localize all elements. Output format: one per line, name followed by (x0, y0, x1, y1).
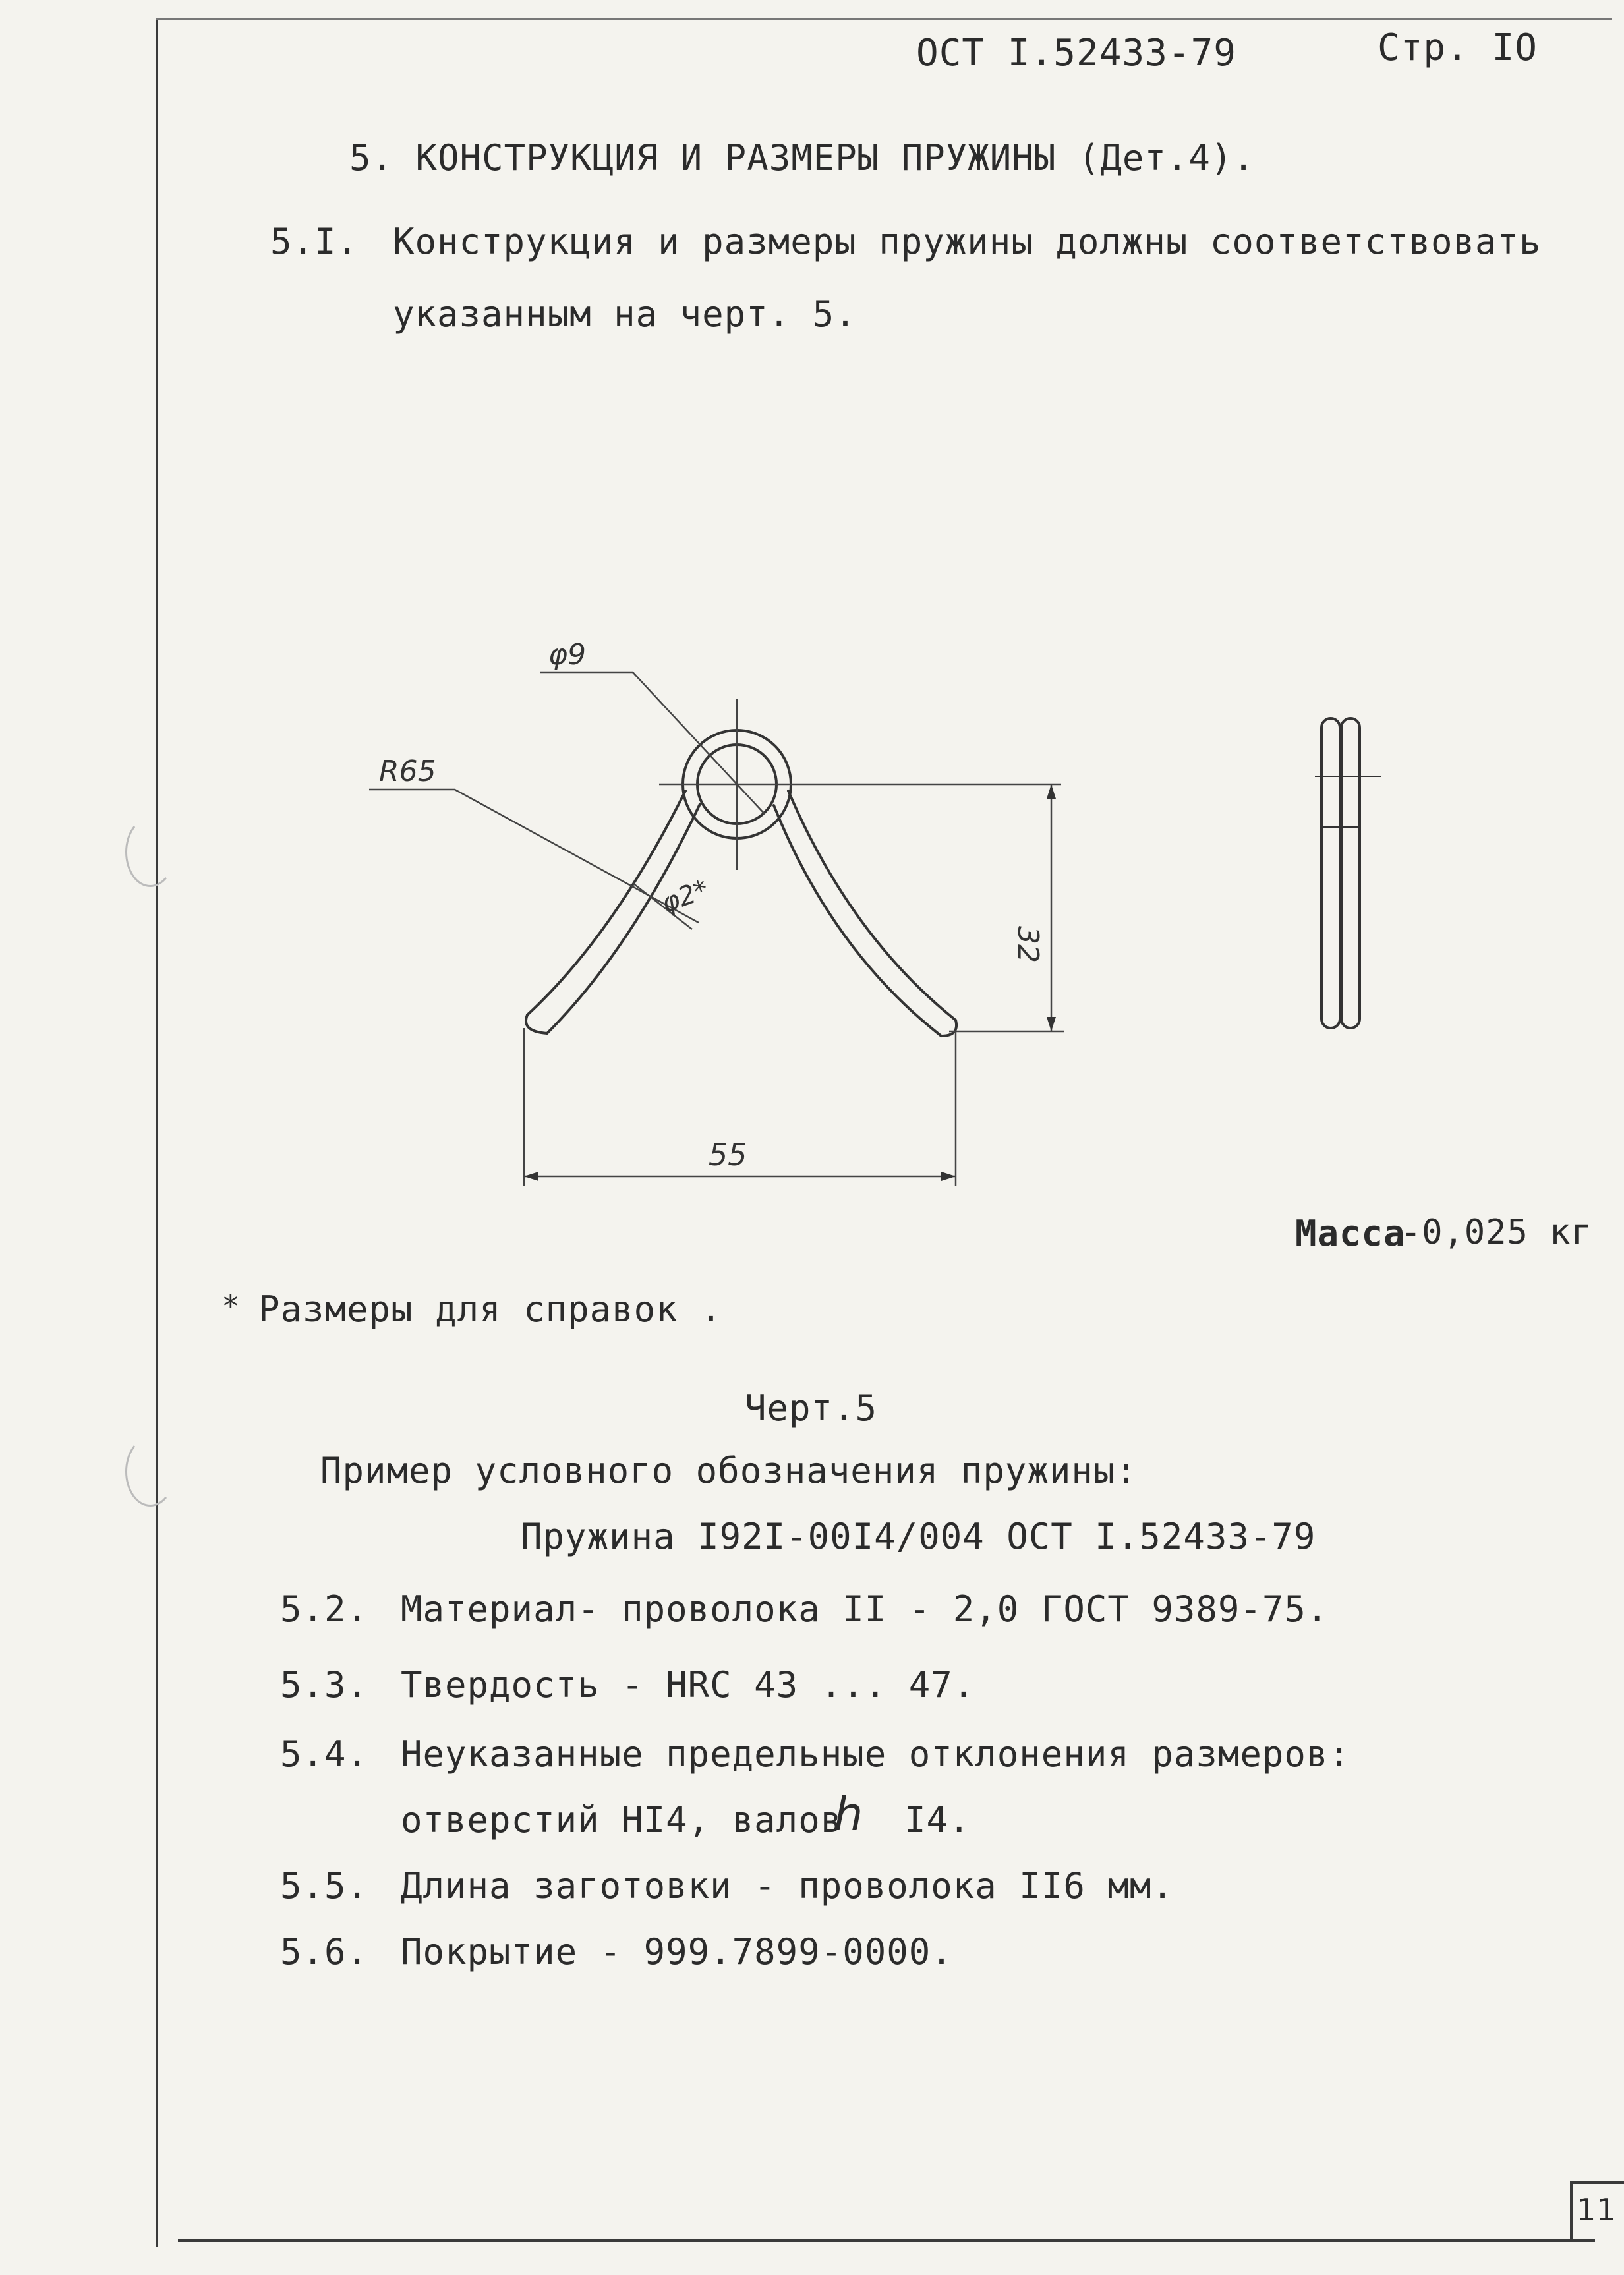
item-number: 5.5. (280, 1865, 369, 1907)
spring-right-arm (788, 791, 956, 1020)
paragraph-text: указанным на черт. 5. (393, 293, 857, 335)
dim-width-label: 55 (709, 1137, 747, 1172)
item-text: Неуказанные предельные отклонения размеров: (401, 1733, 1350, 1775)
tolerance-symbol: h (834, 1787, 864, 1841)
item-text: Длина заготовки - проволока II6 мм. (401, 1865, 1174, 1907)
dim-radius-label: R65 (379, 755, 436, 788)
item-number: 5.4. (280, 1733, 369, 1775)
example-designation: Пружина I92I-00I4/004 ОСТ I.52433-79 (521, 1516, 1316, 1557)
spring-left-arm-end (526, 1015, 547, 1033)
page-label: Стр. IO (1378, 26, 1538, 69)
spring-right-arm (774, 805, 941, 1036)
item-number: 5.3. (280, 1664, 369, 1706)
dim-height-label: 32 (1011, 926, 1045, 963)
spring-side-view (1321, 718, 1340, 1028)
width-arrow-right (941, 1172, 956, 1181)
mass-value: -0,025 кг (1401, 1213, 1592, 1252)
height-arrow-top (1047, 784, 1056, 799)
mass-label: Масса (1295, 1213, 1406, 1254)
height-arrow-bottom (1047, 1017, 1056, 1031)
doc-code: ОСТ I.52433-79 (916, 32, 1237, 74)
width-arrow-left (524, 1172, 538, 1181)
dim-hole-label: φ9 (548, 638, 587, 672)
dim-wire-label: φ2* (657, 874, 712, 919)
paragraph-text: Конструкция и размеры пружины должны соответствовать (393, 221, 1542, 262)
section-title: 5. КОНСТРУКЦИЯ И РАЗМЕРЫ ПРУЖИНЫ (Дет.4). (349, 137, 1255, 179)
spring-right-arm-end (941, 1020, 956, 1036)
spring-side-view (1341, 718, 1360, 1028)
item-text: Материал- проволока II - 2,0 ГОСТ 9389-75. (401, 1588, 1329, 1630)
item-text: I4. (904, 1799, 971, 1841)
page-number: 11 (1577, 2192, 1617, 2228)
item-text: Покрытие - 999.7899-0000. (401, 1931, 953, 1973)
item-text: Твердость - HRC 43 ... 47. (401, 1664, 975, 1706)
drawing-caption: Черт.5 (745, 1387, 878, 1429)
item-text: отверстий HI4, валов (401, 1799, 843, 1841)
footnote-mark: * (221, 1288, 241, 1324)
example-title: Пример условного обозначения пружины: (320, 1450, 1138, 1491)
item-number: 5.6. (280, 1931, 369, 1973)
item-number: 5.2. (280, 1588, 369, 1630)
footnote-text: Размеры для справок . (258, 1288, 722, 1330)
paragraph-number: 5.I. (270, 221, 359, 262)
spring-left-arm (547, 804, 700, 1033)
